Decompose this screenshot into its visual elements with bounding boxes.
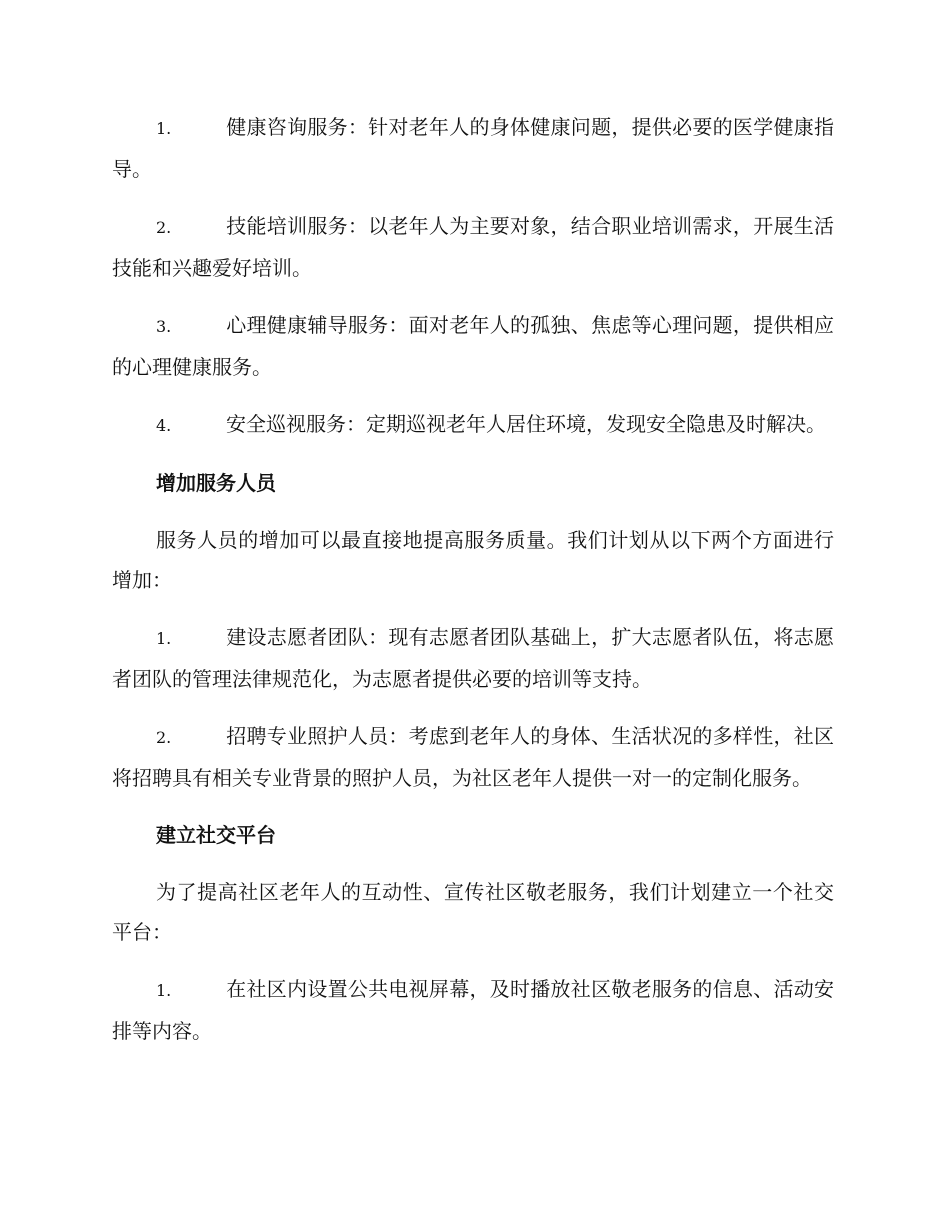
list-text: 招聘专业照护人员：考虑到老年人的身体、生活状况的多样性，社区将招聘具有相关专业背景的照护人员，为社区老年人提供一对一的定制化服务。 [112,724,834,790]
list-text: 安全巡视服务：定期巡视老年人居住环境，发现安全隐患及时解决。 [226,412,826,436]
list-number: 2. [156,218,172,237]
list-text: 心理健康辅导服务：面对老年人的孤独、焦虑等心理问题，提供相应的心理健康服务。 [112,313,834,379]
section-heading: 建立社交平台 [156,823,276,847]
list-item [112,969,834,1051]
list-item [112,305,834,387]
section-heading: 增加服务人员 [156,471,276,495]
document-page [112,107,834,1068]
list-number: 1. [156,629,172,648]
list-number: 1. [156,981,172,1000]
section-intro: 为了提高社区老年人的互动性、宣传社区敬老服务，我们计划建立一个社交平台： [112,880,834,944]
list-number: 4. [156,416,172,435]
section-intro: 服务人员的增加可以最直接地提高服务质量。我们计划从以下两个方面进行增加： [112,528,834,592]
list-item [112,107,834,189]
list-text: 健康咨询服务：针对老年人的身体健康问题，提供必要的医学健康指导。 [112,115,834,181]
list-text: 技能培训服务：以老年人为主要对象，结合职业培训需求，开展生活技能和兴趣爱好培训。 [112,214,834,280]
list-item [112,716,834,798]
list-number: 3. [156,317,172,336]
list-item [112,404,834,446]
list-text: 在社区内设置公共电视屏幕，及时播放社区敬老服务的信息、活动安排等内容。 [112,977,834,1043]
list-number: 2. [156,728,172,747]
list-text: 建设志愿者团队：现有志愿者团队基础上，扩大志愿者队伍，将志愿者团队的管理法律规范化，为志愿者提供必要的培训等支持。 [112,625,834,691]
list-item [112,206,834,288]
list-number: 1. [156,119,172,138]
list-item [112,617,834,699]
